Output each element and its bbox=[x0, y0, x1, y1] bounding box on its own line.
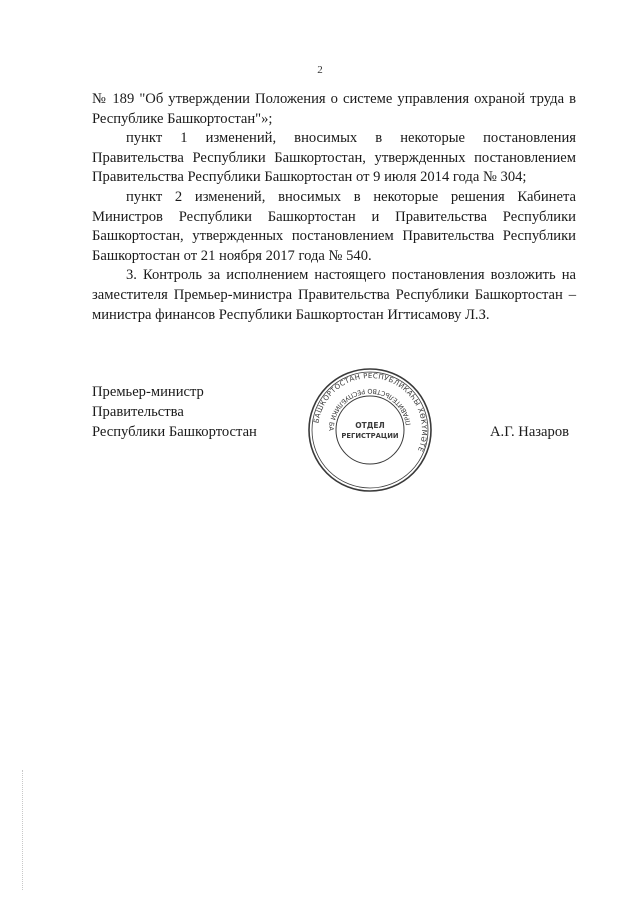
document-body bbox=[92, 90, 576, 325]
stamp-outer-text: БАШКОРТОСТАН РЕСПУБЛИКАҺЫ ХӨКҮМӘТЕ bbox=[312, 371, 429, 454]
paragraph-continuation: № 189 "Об утверждении Положения о системе управления охраной труда в Республике Башкортостан"»; bbox=[92, 91, 576, 127]
stamp-inner-text: ПРАВИТЕЛЬСТВО РЕСПУБЛИКИ БА bbox=[326, 386, 413, 432]
signatory-position-line: Правительства bbox=[92, 404, 184, 420]
paragraph-item-2: пункт 2 изменений, вносимых в некоторые решения Кабинета Министров Республики Башкортостан и Правительства Республики Башкортостан, утвержденных постановлением Правительства Республики Башкортостан от 21 ноября 2017 года № 540. bbox=[92, 188, 576, 264]
signatory-position-line: Республики Башкортостан bbox=[92, 424, 257, 440]
signatory-position bbox=[92, 382, 257, 442]
signatory-name: А.Г. Назаров bbox=[490, 424, 570, 440]
page-number: 2 bbox=[317, 64, 323, 76]
stamp-graphic bbox=[306, 366, 434, 494]
margin-marks bbox=[22, 770, 26, 890]
stamp-center-line1: ОТДЕЛ bbox=[355, 421, 385, 430]
paragraph-control: 3. Контроль за исполнением настоящего постановления возложить на заместителя Премьер-министра Правительства Республики Башкортостан – министра финансов Республики Башкортостан Игтисамову Л.З. bbox=[92, 267, 576, 323]
registration-stamp bbox=[306, 366, 434, 494]
paragraph-item-1: пункт 1 изменений, вносимых в некоторые постановления Правительства Республики Башкортостан, утвержденных постановлением Правительства Республики Башкортостан от 9 июля 2014 года № 304; bbox=[92, 130, 576, 186]
stamp-center-line2: РЕГИСТРАЦИИ bbox=[341, 432, 399, 440]
signatory-position-line: Премьер-министр bbox=[92, 384, 204, 400]
